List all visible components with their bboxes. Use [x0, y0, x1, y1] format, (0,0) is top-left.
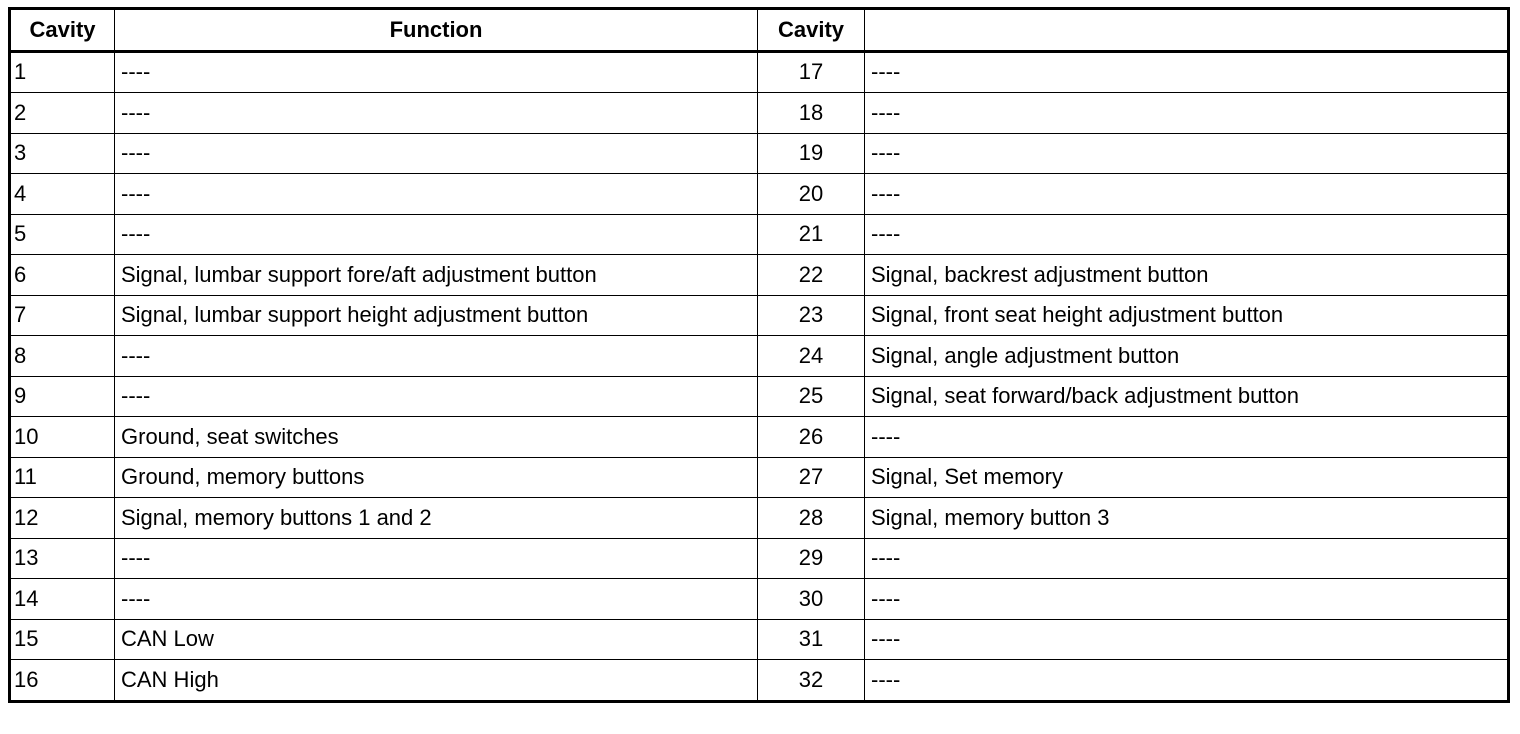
function-right-cell: Signal, memory button 3 [865, 498, 1509, 539]
function-right-cell: Signal, seat forward/back adjustment button [865, 376, 1509, 417]
function-left-cell: Signal, memory buttons 1 and 2 [115, 498, 758, 539]
function-left-cell: ---- [115, 579, 758, 620]
table-row [10, 93, 1509, 134]
header-cavity-left: Cavity [10, 9, 115, 52]
cavity-right-cell: 32 [758, 660, 865, 702]
table-row [10, 376, 1509, 417]
cavity-right-cell: 29 [758, 538, 865, 579]
header-function-left: Function [115, 9, 758, 52]
cavity-right-cell: 24 [758, 336, 865, 377]
function-left-cell: ---- [115, 538, 758, 579]
cavity-left-cell: 11 [10, 457, 115, 498]
cavity-left-cell: 7 [10, 295, 115, 336]
cavity-right-cell: 23 [758, 295, 865, 336]
function-left-cell: Ground, memory buttons [115, 457, 758, 498]
function-left-cell: ---- [115, 93, 758, 134]
cavity-right-cell: 22 [758, 255, 865, 296]
table-row [10, 174, 1509, 215]
cavity-left-cell: 3 [10, 133, 115, 174]
header-cavity-right: Cavity [758, 9, 865, 52]
table-row [10, 214, 1509, 255]
table-row [10, 336, 1509, 377]
cavity-left-cell: 1 [10, 51, 115, 93]
cavity-left-cell: 4 [10, 174, 115, 215]
cavity-left-cell: 16 [10, 660, 115, 702]
function-left-cell: ---- [115, 336, 758, 377]
table-row [10, 457, 1509, 498]
function-right-cell: ---- [865, 538, 1509, 579]
cavity-left-cell: 2 [10, 93, 115, 134]
function-left-cell: ---- [115, 174, 758, 215]
table-row [10, 619, 1509, 660]
cavity-right-cell: 25 [758, 376, 865, 417]
cavity-right-cell: 27 [758, 457, 865, 498]
function-left-cell: ---- [115, 51, 758, 93]
function-right-cell: ---- [865, 93, 1509, 134]
header-function-right [865, 9, 1509, 52]
cavity-left-cell: 6 [10, 255, 115, 296]
function-right-cell: ---- [865, 174, 1509, 215]
connector-pinout-table [8, 7, 1510, 703]
table-row [10, 295, 1509, 336]
table-row [10, 498, 1509, 539]
cavity-left-cell: 5 [10, 214, 115, 255]
cavity-right-cell: 19 [758, 133, 865, 174]
table-row [10, 255, 1509, 296]
cavity-left-cell: 9 [10, 376, 115, 417]
cavity-right-cell: 30 [758, 579, 865, 620]
function-left-cell: Signal, lumbar support height adjustment button [115, 295, 758, 336]
cavity-left-cell: 12 [10, 498, 115, 539]
cavity-left-cell: 10 [10, 417, 115, 458]
table-row [10, 660, 1509, 702]
function-right-cell: Signal, angle adjustment button [865, 336, 1509, 377]
cavity-left-cell: 8 [10, 336, 115, 377]
table-row [10, 417, 1509, 458]
cavity-right-cell: 18 [758, 93, 865, 134]
function-left-cell: CAN Low [115, 619, 758, 660]
function-right-cell: Signal, backrest adjustment button [865, 255, 1509, 296]
table-row [10, 538, 1509, 579]
function-right-cell: ---- [865, 133, 1509, 174]
cavity-left-cell: 13 [10, 538, 115, 579]
function-left-cell: Ground, seat switches [115, 417, 758, 458]
function-left-cell: ---- [115, 133, 758, 174]
function-left-cell: Signal, lumbar support fore/aft adjustment button [115, 255, 758, 296]
cavity-right-cell: 28 [758, 498, 865, 539]
function-left-cell: CAN High [115, 660, 758, 702]
function-right-cell: ---- [865, 417, 1509, 458]
cavity-right-cell: 20 [758, 174, 865, 215]
cavity-left-cell: 14 [10, 579, 115, 620]
cavity-right-cell: 31 [758, 619, 865, 660]
function-right-cell: Signal, Set memory [865, 457, 1509, 498]
table-body [10, 51, 1509, 701]
function-right-cell: ---- [865, 660, 1509, 702]
cavity-left-cell: 15 [10, 619, 115, 660]
function-right-cell: ---- [865, 51, 1509, 93]
table-row [10, 579, 1509, 620]
function-left-cell: ---- [115, 376, 758, 417]
table-header-row [10, 9, 1509, 52]
cavity-right-cell: 17 [758, 51, 865, 93]
cavity-right-cell: 21 [758, 214, 865, 255]
function-right-cell: ---- [865, 214, 1509, 255]
function-right-cell: ---- [865, 579, 1509, 620]
function-right-cell: Signal, front seat height adjustment button [865, 295, 1509, 336]
table-row [10, 133, 1509, 174]
cavity-right-cell: 26 [758, 417, 865, 458]
table-row [10, 51, 1509, 93]
function-right-cell: ---- [865, 619, 1509, 660]
function-left-cell: ---- [115, 214, 758, 255]
